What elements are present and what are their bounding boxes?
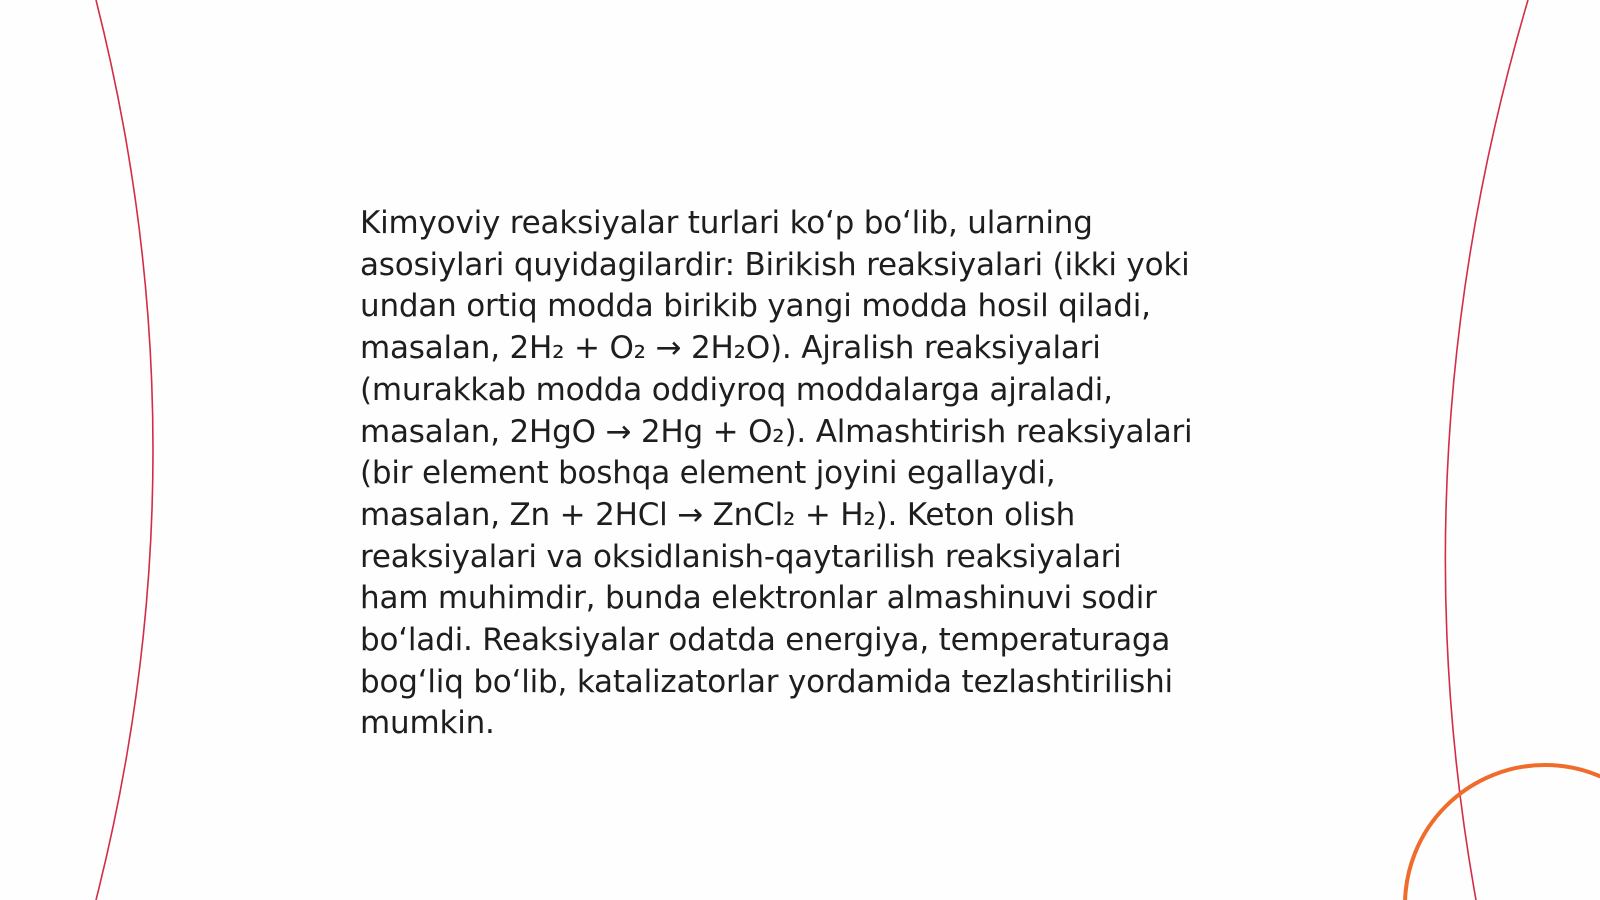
body-paragraph bbox=[360, 203, 1240, 745]
paragraph-line: mumkin. bbox=[360, 705, 495, 742]
orange-circle-outline bbox=[1405, 765, 1600, 900]
paragraph-line: masalan, 2HgO → 2Hg + O₂). Almashtirish reaksiyalari bbox=[360, 413, 1193, 450]
paragraph-line: reaksiyalari va oksidlanish-qaytarilish reaksiyalari bbox=[360, 538, 1122, 575]
left-arc-line bbox=[96, 0, 153, 900]
paragraph-line: masalan, 2H₂ + O₂ → 2H₂O). Ajralish reaksiyalari bbox=[360, 330, 1101, 367]
paragraph-line: ham muhimdir, bunda elektronlar almashinuvi sodir bbox=[360, 580, 1157, 617]
paragraph-line: masalan, Zn + 2HCl → ZnCl₂ + H₂). Keton olish bbox=[360, 496, 1076, 533]
paragraph-line: (bir element boshqa element joyini egallaydi, bbox=[360, 455, 1056, 492]
paragraph-line: undan ortiq modda birikib yangi modda hosil qiladi, bbox=[360, 288, 1151, 325]
paragraph-line: bog‘liq bo‘lib, katalizatorlar yordamida tezlashtirilishi bbox=[360, 663, 1173, 700]
paragraph-line: bo‘ladi. Reaksiyalar odatda energiya, temperaturaga bbox=[360, 622, 1171, 659]
right-arc-line bbox=[1445, 0, 1528, 900]
paragraph-line: asosiylari quyidagilardir: Birikish reaksiyalari (ikki yoki bbox=[360, 246, 1190, 283]
paragraph-line: Kimyoviy reaksiyalar turlari ko‘p bo‘lib, ularning bbox=[360, 205, 1093, 241]
paragraph-line: (murakkab modda oddiyroq moddalarga ajraladi, bbox=[360, 371, 1113, 408]
